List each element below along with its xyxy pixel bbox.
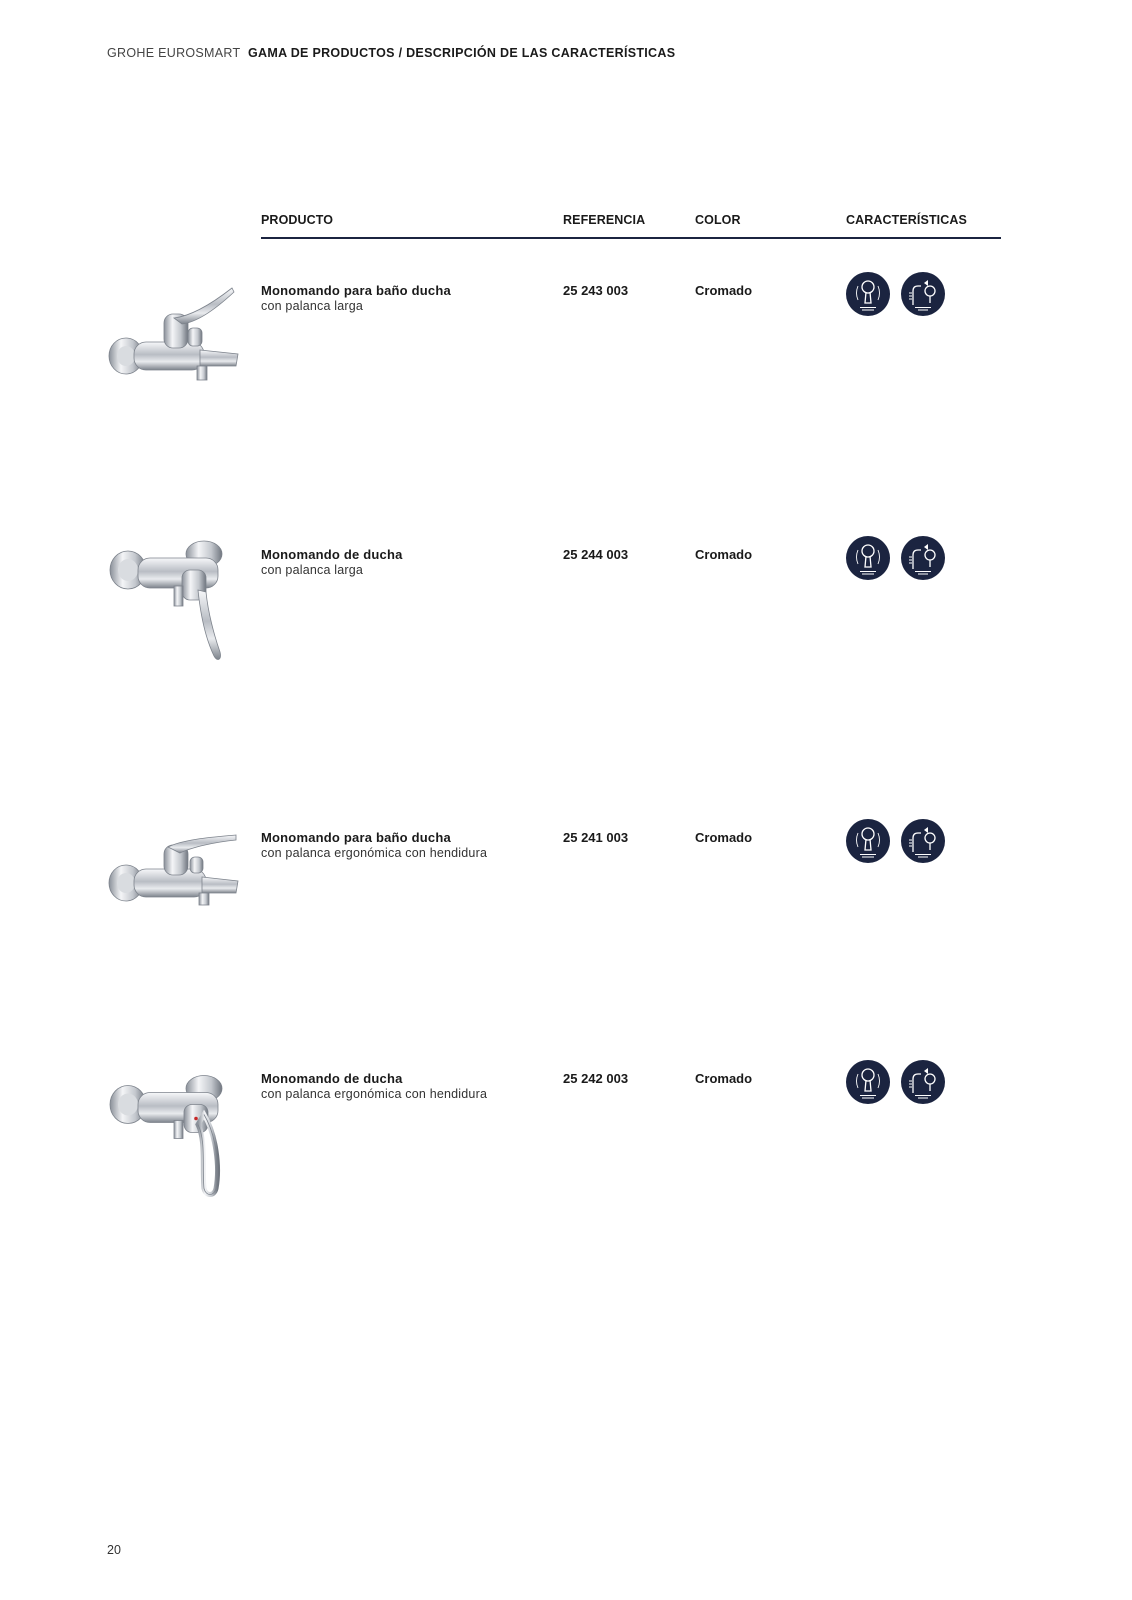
shower-mixer-long-lever-image bbox=[104, 535, 244, 675]
shower-outlet-icon bbox=[900, 818, 946, 864]
product-description: con palanca larga bbox=[261, 299, 364, 313]
product-color: Cromado bbox=[695, 1071, 753, 1086]
lever-icon bbox=[845, 1059, 891, 1105]
product-row bbox=[0, 547, 1132, 707]
shower-outlet-icon bbox=[900, 535, 946, 581]
page-number: 20 bbox=[107, 1543, 121, 1557]
column-header-product: PRODUCTO bbox=[261, 213, 334, 227]
product-color: Cromado bbox=[695, 547, 753, 562]
shower-mixer-ergonomic-lever-image bbox=[104, 1067, 244, 1207]
product-description: con palanca ergonómica con hendidura bbox=[261, 1087, 488, 1101]
running-header bbox=[107, 46, 675, 60]
product-name: Monomando de ducha bbox=[261, 547, 403, 562]
column-header-reference: REFERENCIA bbox=[563, 213, 646, 227]
product-color: Cromado bbox=[695, 283, 753, 298]
shower-outlet-icon bbox=[900, 271, 946, 317]
column-header-color: COLOR bbox=[695, 213, 741, 227]
lever-icon bbox=[845, 271, 891, 317]
column-header-features: CARACTERÍSTICAS bbox=[846, 213, 967, 227]
product-name: Monomando de ducha bbox=[261, 1071, 403, 1086]
bath-mixer-long-lever-image bbox=[104, 273, 244, 413]
product-name: Monomando para baño ducha bbox=[261, 830, 451, 845]
product-color: Cromado bbox=[695, 830, 753, 845]
product-reference: 25 241 003 bbox=[563, 830, 629, 845]
product-description: con palanca larga bbox=[261, 563, 364, 577]
product-row bbox=[0, 1071, 1132, 1231]
lever-icon bbox=[845, 818, 891, 864]
product-description: con palanca ergonómica con hendidura bbox=[261, 846, 488, 860]
product-row bbox=[0, 283, 1132, 443]
product-row bbox=[0, 830, 1132, 990]
section-title: GAMA DE PRODUCTOS / DESCRIPCIÓN DE LAS CARACTERÍSTICAS bbox=[248, 46, 676, 60]
table-header bbox=[261, 213, 1001, 239]
lever-icon bbox=[845, 535, 891, 581]
bath-mixer-ergonomic-lever-image bbox=[104, 808, 244, 948]
product-name: Monomando para baño ducha bbox=[261, 283, 451, 298]
product-reference: 25 244 003 bbox=[563, 547, 629, 562]
shower-outlet-icon bbox=[900, 1059, 946, 1105]
brand-name: GROHE EUROSMART bbox=[107, 46, 241, 60]
product-reference: 25 242 003 bbox=[563, 1071, 629, 1086]
product-reference: 25 243 003 bbox=[563, 283, 629, 298]
